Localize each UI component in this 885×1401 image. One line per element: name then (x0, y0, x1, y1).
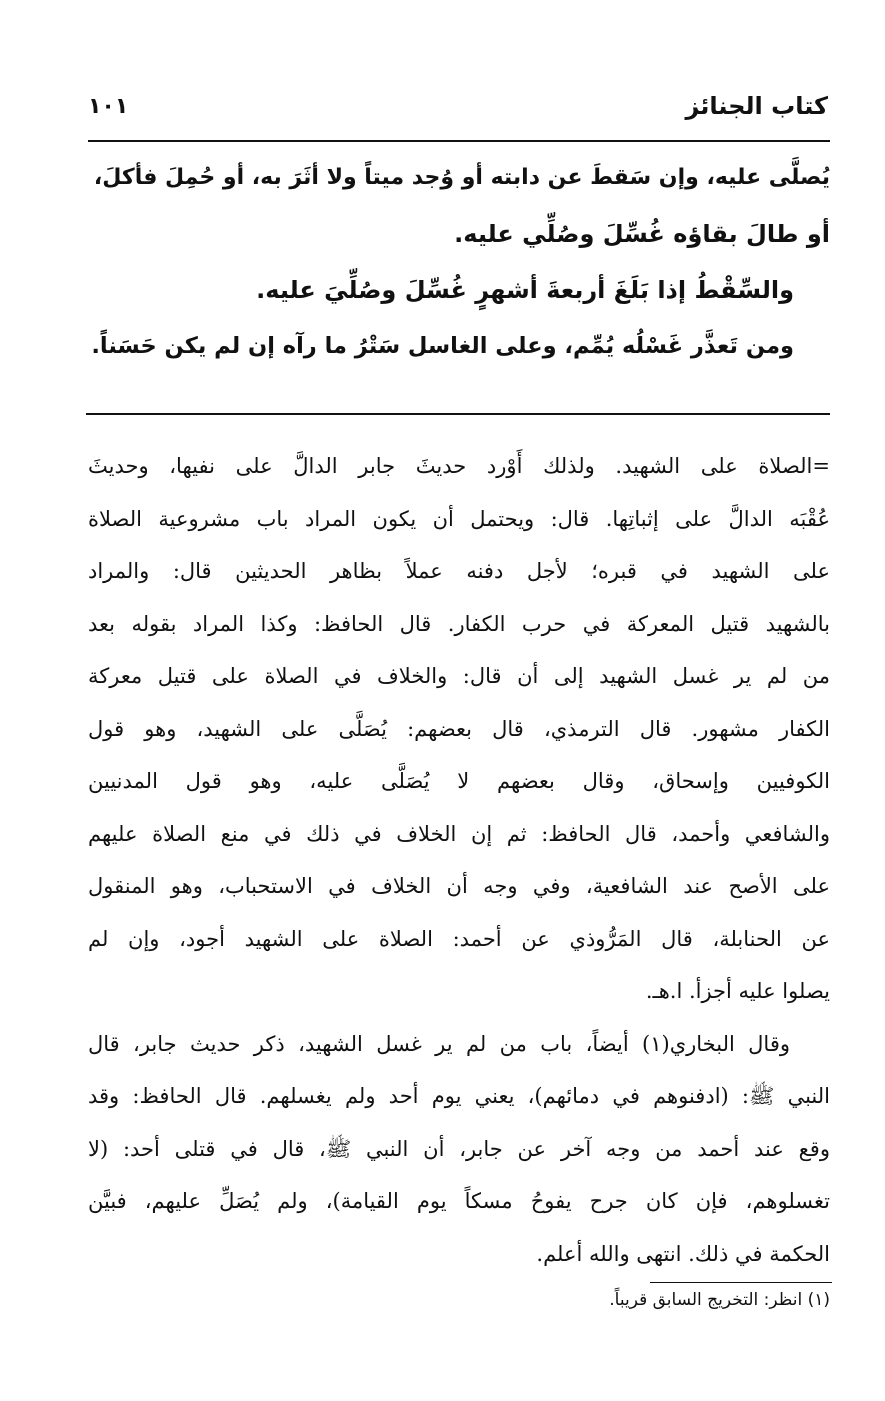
commentary-line: الكوفيين وإسحاق، وقال بعضهم لا يُصَلَّى عليه، وهو قول المدنيين (88, 769, 830, 793)
commentary-text (88, 440, 830, 1280)
page-header (88, 92, 828, 136)
main-line: ومن تَعذَّر غَسْلُه يُمِّم، وعلى الغاسل سَتْرُ ما رآه إن لم يكن حَسَناً. (91, 333, 794, 359)
commentary-line: والشافعي وأحمد، قال الحافظ: ثم إن الخلاف في ذلك في منع الصلاة عليهم (88, 821, 830, 846)
main-line: أو طالَ بقاؤه غُسِّلَ وصُلِّي عليه. (454, 220, 830, 248)
commentary-line: على الشهيد في قبره؛ لأجل دفنه عملاً بظاهر الحديثين قال: والمراد (88, 559, 830, 583)
main-line: يُصلَّى عليه، وإن سَقطَ عن دابته أو وُجد ميتاً ولا أثَرَ به، أو حُمِلَ فأكلَ، (93, 165, 830, 190)
commentary-line: من لم ير غسل الشهيد إلى أن قال: والخلاف في الصلاة على قتيل معركة (88, 664, 830, 688)
header-rule (88, 140, 830, 142)
commentary-line: يصلوا عليه أجزأ. ا.هـ. (645, 979, 830, 1003)
commentary-line: الكفار مشهور. قال الترمذي، قال بعضهم: يُصَلَّى على الشهيد، وهو قول (88, 716, 830, 741)
commentary-line: وقع عند أحمد من وجه آخر عن جابر، أن النبي ﷺ، قال في قتلى أحد: (لا (88, 1136, 830, 1161)
commentary-line: النبي ﷺ: (ادفنوهم في دمائهم)، يعني يوم أحد ولم يغسلهم. قال الحافظ: وقد (88, 1084, 830, 1108)
main-text (88, 150, 830, 374)
footnote-rule (650, 1282, 832, 1283)
commentary-line: عُقْبَه الدالَّ على إثباتِها. قال: ويحتمل أن يكون المراد باب مشروعية الصلاة (88, 506, 830, 531)
commentary-line: بالشهيد قتيل المعركة في حرب الكفار. قال الحافظ: وكذا المراد بقوله بعد (88, 611, 830, 636)
commentary-line: وقال البخاري(١) أيضاً، باب من لم ير غسل الشهيد، ذكر حديث جابر، قال (88, 1031, 790, 1056)
commentary-line: تغسلوهم، فإن كان جرح يفوحُ مسكاً يوم القيامة)، ولم يُصَلِّ عليهم، فبيَّن (88, 1189, 830, 1213)
book-title: كتاب الجنائز (685, 92, 828, 120)
commentary-line: الحكمة في ذلك. انتهى والله أعلم. (536, 1241, 830, 1266)
commentary-line: على الأصح عند الشافعية، وفي وجه أن الخلاف في الاستحباب، وهو المنقول (88, 874, 830, 898)
main-line: والسِّقْطُ إذا بَلَغَ أربعةَ أشهرٍ غُسِّلَ وصُلِّيَ عليه. (256, 276, 794, 304)
commentary-line: =الصلاة على الشهيد. ولذلك أَوْرد حديثَ جابر الدالَّ على نفيها، وحديثَ (88, 454, 830, 478)
footnote: (١) انظر: التخريج السابق قريباً. (609, 1290, 830, 1310)
section-separator (86, 413, 830, 415)
page-number: ١٠١ (88, 94, 129, 119)
commentary-line: عن الحنابلة، قال المَرُّوذي عن أحمد: الصلاة على الشهيد أجود، وإن لم (88, 926, 830, 951)
